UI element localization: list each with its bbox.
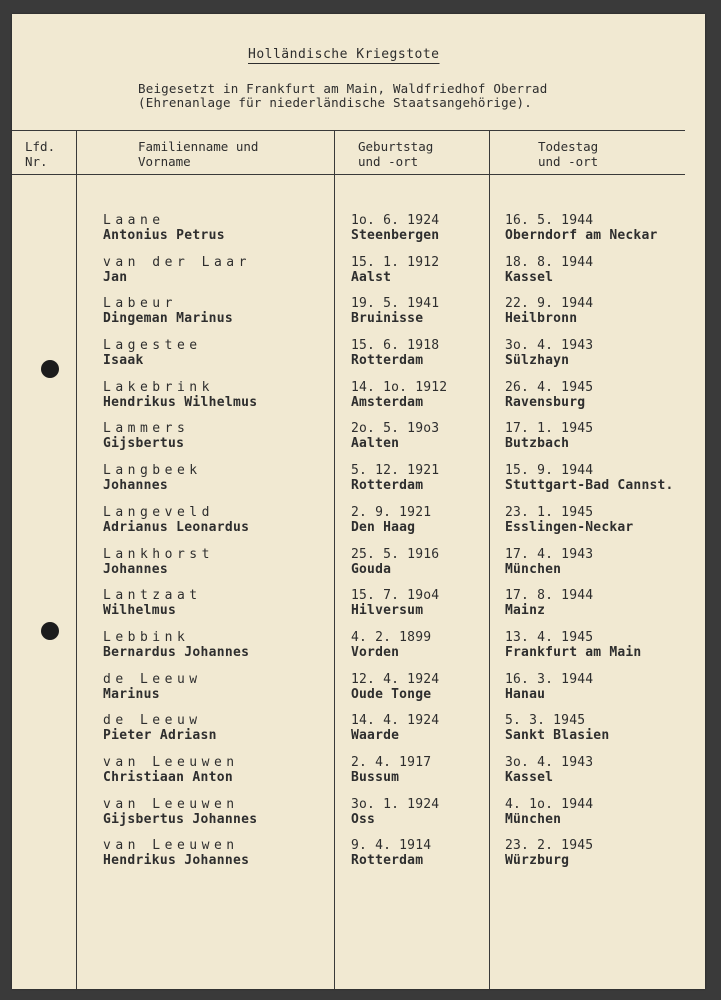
given-name: Adrianus Leonardus bbox=[103, 519, 250, 535]
table-row bbox=[12, 338, 705, 380]
death-date: 16. 3. 1944 bbox=[505, 671, 594, 687]
birth-date: 12. 4. 1924 bbox=[351, 671, 440, 687]
birth-cell bbox=[351, 296, 439, 326]
given-name: Johannes bbox=[103, 478, 169, 494]
table-header-rule bbox=[12, 174, 685, 175]
death-cell bbox=[505, 547, 593, 577]
death-place: Sülzhayn bbox=[505, 353, 570, 369]
birth-cell bbox=[351, 463, 439, 493]
given-name: Hendrikus Wilhelmus bbox=[103, 394, 258, 410]
surname: Lagestee bbox=[103, 338, 202, 354]
death-cell bbox=[505, 380, 593, 410]
death-cell bbox=[505, 797, 593, 827]
name-cell bbox=[103, 421, 189, 451]
table-row bbox=[12, 255, 705, 297]
name-cell bbox=[103, 380, 257, 410]
table-row bbox=[12, 588, 705, 630]
header-number: Lfd. Nr. bbox=[25, 139, 56, 169]
name-cell bbox=[103, 713, 217, 743]
death-date: 5. 3. 1945 bbox=[505, 713, 586, 729]
death-date: 3o. 4. 1943 bbox=[505, 338, 594, 354]
given-name: Isaak bbox=[103, 353, 144, 369]
birth-cell bbox=[351, 713, 439, 743]
death-date: 18. 8. 1944 bbox=[505, 254, 594, 270]
death-place: München bbox=[505, 811, 562, 827]
death-date: 23. 2. 1945 bbox=[505, 838, 594, 854]
name-cell bbox=[103, 672, 202, 702]
given-name: Antonius Petrus bbox=[103, 228, 225, 243]
name-cell bbox=[103, 797, 257, 827]
birth-cell bbox=[351, 338, 439, 368]
surname: Lebbink bbox=[103, 629, 190, 645]
surname: van Leeuwen bbox=[103, 754, 239, 770]
death-date: 17. 4. 1943 bbox=[505, 546, 594, 562]
death-cell bbox=[505, 838, 593, 868]
birth-place: Vorden bbox=[351, 644, 400, 660]
death-cell bbox=[505, 505, 633, 535]
name-cell bbox=[103, 255, 251, 285]
death-cell bbox=[505, 588, 593, 618]
birth-cell bbox=[351, 380, 447, 410]
birth-date: 4. 2. 1899 bbox=[351, 629, 432, 645]
birth-date: 15. 7. 19o4 bbox=[351, 588, 440, 604]
subtitle-line-2: (Ehrenanlage für niederländische Staatsangehörige). bbox=[138, 95, 533, 110]
death-place: Sankt Blasien bbox=[505, 728, 610, 744]
header-birth: Geburtstag und -ort bbox=[358, 139, 434, 169]
death-date: 26. 4. 1945 bbox=[505, 379, 594, 395]
death-date: 3o. 4. 1943 bbox=[505, 754, 594, 770]
birth-place: Bruinisse bbox=[351, 311, 424, 327]
death-place: Oberndorf am Neckar bbox=[505, 228, 658, 243]
birth-place: Gouda bbox=[351, 561, 392, 577]
birth-place: Rotterdam bbox=[351, 478, 424, 494]
death-place: Hanau bbox=[505, 686, 546, 702]
death-cell bbox=[505, 338, 593, 368]
name-cell bbox=[103, 505, 249, 535]
death-place: Stuttgart-Bad Cannst. bbox=[505, 478, 674, 494]
surname: Laane bbox=[103, 213, 165, 228]
table-row bbox=[12, 630, 705, 672]
table-row bbox=[12, 755, 705, 797]
given-name: Gijsbertus bbox=[103, 436, 185, 452]
death-cell bbox=[505, 213, 658, 243]
death-date: 17. 1. 1945 bbox=[505, 421, 594, 437]
given-name: Bernardus Johannes bbox=[103, 644, 250, 660]
death-place: Kassel bbox=[505, 269, 554, 285]
surname: Lammers bbox=[103, 421, 190, 437]
birth-date: 14. 4. 1924 bbox=[351, 713, 440, 729]
birth-cell bbox=[351, 797, 439, 827]
given-name: Marinus bbox=[103, 686, 160, 702]
birth-date: 14. 1o. 1912 bbox=[351, 379, 448, 395]
birth-cell bbox=[351, 547, 439, 577]
birth-place: Steenbergen bbox=[351, 228, 440, 243]
given-name: Gijsbertus Johannes bbox=[103, 811, 258, 827]
birth-place: Bussum bbox=[351, 769, 400, 785]
surname: van Leeuwen bbox=[103, 838, 239, 854]
surname: van Leeuwen bbox=[103, 796, 239, 812]
document-subtitle bbox=[138, 82, 547, 110]
birth-date: 3o. 1. 1924 bbox=[351, 796, 440, 812]
death-date: 17. 8. 1944 bbox=[505, 588, 594, 604]
surname: Langbeek bbox=[103, 463, 202, 479]
death-cell bbox=[505, 630, 641, 660]
death-cell bbox=[505, 672, 593, 702]
table-row bbox=[12, 463, 705, 505]
death-date: 22. 9. 1944 bbox=[505, 296, 594, 312]
name-cell bbox=[103, 547, 214, 577]
header-name: Familienname und Vorname bbox=[138, 139, 259, 169]
surname: de Leeuw bbox=[103, 713, 202, 729]
death-cell bbox=[505, 755, 593, 785]
surname: Lakebrink bbox=[103, 379, 214, 395]
name-cell bbox=[103, 588, 202, 618]
table-row bbox=[12, 421, 705, 463]
death-date: 23. 1. 1945 bbox=[505, 504, 594, 520]
document-page bbox=[12, 14, 705, 989]
birth-place: Amsterdam bbox=[351, 394, 424, 410]
death-place: Butzbach bbox=[505, 436, 570, 452]
birth-place: Oss bbox=[351, 811, 376, 827]
birth-place: Aalst bbox=[351, 269, 392, 285]
birth-cell bbox=[351, 588, 439, 618]
birth-date: 5. 12. 1921 bbox=[351, 463, 440, 479]
birth-date: 9. 4. 1914 bbox=[351, 838, 432, 854]
birth-cell bbox=[351, 755, 431, 785]
surname: Labeur bbox=[103, 296, 177, 312]
death-place: München bbox=[505, 561, 562, 577]
birth-date: 19. 5. 1941 bbox=[351, 296, 440, 312]
birth-date: 2o. 5. 19o3 bbox=[351, 421, 440, 437]
death-place: Heilbronn bbox=[505, 311, 578, 327]
table-row bbox=[12, 213, 705, 255]
table-row bbox=[12, 296, 705, 338]
birth-cell bbox=[351, 838, 431, 868]
death-cell bbox=[505, 255, 593, 285]
birth-place: Rotterdam bbox=[351, 853, 424, 869]
given-name: Johannes bbox=[103, 561, 169, 577]
birth-date: 15. 6. 1918 bbox=[351, 338, 440, 354]
document-title: Holländische Kriegstote bbox=[248, 47, 440, 62]
given-name: Pieter Adriasn bbox=[103, 728, 217, 744]
birth-cell bbox=[351, 672, 439, 702]
death-cell bbox=[505, 421, 593, 451]
death-date: 13. 4. 1945 bbox=[505, 629, 594, 645]
birth-place: Waarde bbox=[351, 728, 400, 744]
surname: de Leeuw bbox=[103, 671, 202, 687]
birth-date: 2. 9. 1921 bbox=[351, 504, 432, 520]
birth-cell bbox=[351, 421, 439, 451]
table-top-rule bbox=[12, 130, 685, 131]
birth-cell bbox=[351, 505, 431, 535]
death-date: 4. 1o. 1944 bbox=[505, 796, 594, 812]
table-row bbox=[12, 713, 705, 755]
table-row bbox=[12, 838, 705, 880]
table-row bbox=[12, 380, 705, 422]
given-name: Wilhelmus bbox=[103, 603, 177, 619]
surname: Lankhorst bbox=[103, 546, 214, 562]
surname: van der Laar bbox=[103, 254, 251, 270]
name-cell bbox=[103, 296, 233, 326]
name-cell bbox=[103, 630, 249, 660]
death-place: Mainz bbox=[505, 603, 546, 619]
birth-place: Den Haag bbox=[351, 519, 416, 535]
header-death: Todestag und -ort bbox=[538, 139, 599, 169]
name-cell bbox=[103, 463, 202, 493]
death-place: Würzburg bbox=[505, 853, 570, 869]
death-cell bbox=[505, 713, 609, 743]
given-name: Jan bbox=[103, 269, 128, 285]
birth-cell bbox=[351, 213, 439, 243]
birth-place: Oude Tonge bbox=[351, 686, 432, 702]
death-place: Ravensburg bbox=[505, 394, 586, 410]
death-place: Esslingen-Neckar bbox=[505, 519, 634, 535]
name-cell bbox=[103, 338, 202, 368]
name-cell bbox=[103, 213, 225, 243]
birth-place: Hilversum bbox=[351, 603, 424, 619]
table-row bbox=[12, 547, 705, 589]
name-cell bbox=[103, 838, 249, 868]
birth-date: 25. 5. 1916 bbox=[351, 546, 440, 562]
table-row bbox=[12, 797, 705, 839]
birth-date: 1o. 6. 1924 bbox=[351, 213, 440, 228]
given-name: Christiaan Anton bbox=[103, 769, 234, 785]
table-body bbox=[12, 213, 705, 880]
birth-cell bbox=[351, 255, 439, 285]
surname: Lantzaat bbox=[103, 588, 202, 604]
birth-place: Aalten bbox=[351, 436, 400, 452]
birth-date: 2. 4. 1917 bbox=[351, 754, 432, 770]
given-name: Dingeman Marinus bbox=[103, 311, 234, 327]
given-name: Hendrikus Johannes bbox=[103, 853, 250, 869]
death-date: 15. 9. 1944 bbox=[505, 463, 594, 479]
birth-date: 15. 1. 1912 bbox=[351, 254, 440, 270]
table-row bbox=[12, 672, 705, 714]
death-date: 16. 5. 1944 bbox=[505, 213, 594, 228]
birth-cell bbox=[351, 630, 431, 660]
birth-place: Rotterdam bbox=[351, 353, 424, 369]
death-cell bbox=[505, 463, 674, 493]
name-cell bbox=[103, 755, 239, 785]
table-row bbox=[12, 505, 705, 547]
death-place: Kassel bbox=[505, 769, 554, 785]
subtitle-line-1: Beigesetzt in Frankfurt am Main, Waldfriedhof Oberrad bbox=[138, 81, 548, 96]
death-cell bbox=[505, 296, 593, 326]
surname: Langeveld bbox=[103, 504, 214, 520]
death-place: Frankfurt am Main bbox=[505, 644, 642, 660]
